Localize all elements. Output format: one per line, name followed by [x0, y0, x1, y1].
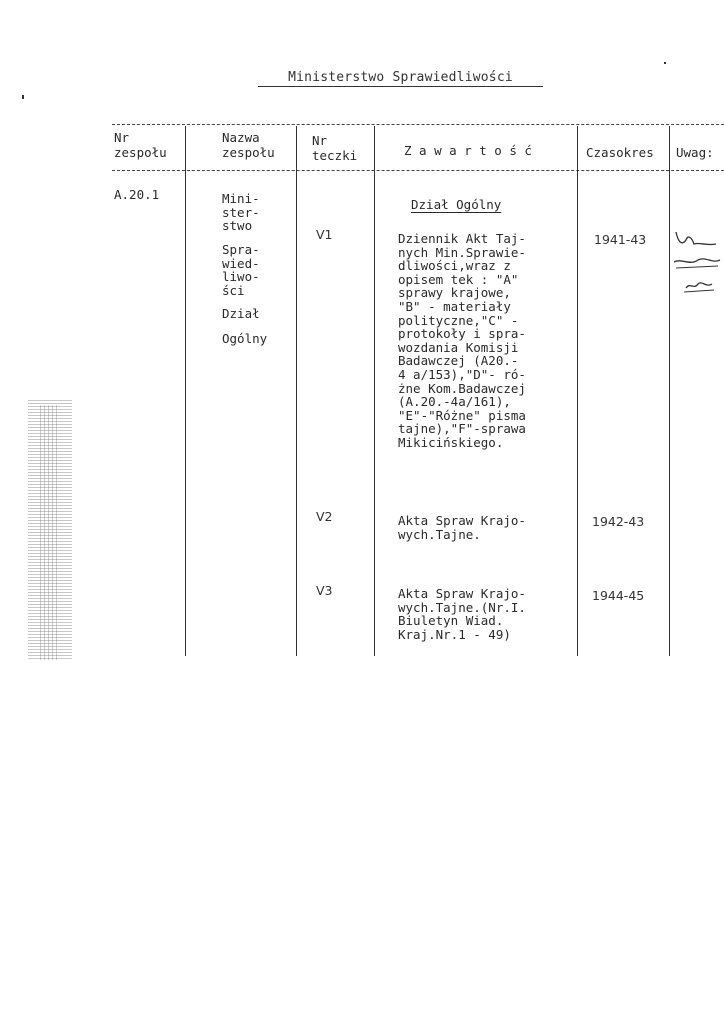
header-czasokres: Czasokres: [586, 145, 654, 160]
scan-speck: [22, 95, 24, 99]
folder-number: V3: [316, 583, 333, 598]
header-uwagi: Uwag:: [676, 145, 714, 160]
column-separator-1: [185, 126, 186, 656]
fond-name: Mini- ster- stwo: [222, 191, 260, 234]
folder-number: V1: [316, 227, 333, 242]
column-separator-3: [374, 126, 375, 656]
row-period: 1941-43: [594, 232, 647, 247]
fond-name-2: Spra- wied- liwo- ści: [222, 242, 260, 298]
header-zawartosc: Z a w a r t o ś ć: [404, 143, 532, 158]
section-title: Dział Ogólny: [411, 197, 502, 212]
row-period: 1942-43: [592, 514, 645, 529]
column-separator-5: [669, 126, 670, 656]
scan-edge-artifact-2: [40, 405, 60, 660]
header-nr-teczki: Nr teczki: [312, 133, 358, 163]
header-nazwa-zespolu: Nazwa zespołu: [222, 130, 275, 160]
table-top-rule: [112, 124, 724, 125]
fond-name-4: Ogólny: [222, 331, 268, 346]
row-period: 1944-45: [592, 588, 645, 603]
header-nr-zespolu: Nr zespołu: [114, 130, 167, 160]
column-separator-2: [296, 126, 297, 656]
scan-speck-2: [664, 62, 666, 64]
folder-number: V2: [316, 509, 333, 524]
column-separator-4: [577, 126, 578, 656]
row-content: Akta Spraw Krajo- wych.Tajne.: [398, 513, 526, 542]
fond-name-3: Dział: [222, 306, 260, 321]
handwritten-remarks: [672, 226, 722, 296]
table-header-bottom-rule: [112, 170, 724, 171]
document-title: Ministerstwo Sprawiedliwości: [258, 70, 543, 87]
row-content: Dziennik Akt Taj- nych Min.Sprawie- dliwości,wraz z opisem tek : "A" sprawy krajowe, "B" - materiały polityczne,"C" - protokoły i spra- wozdania Komisji Badawczej (A20.- 4 a/153),"D"- ró- żne Kom.Badawczej (A.20.-4a/161), "E"-"Różne" pisma tajne),"F"-sprawa Mikicińskiego.: [398, 231, 526, 450]
row-content: Akta Spraw Krajo- wych.Tajne.(Nr.I. Biuletyn Wiad. Kraj.Nr.1 - 49): [398, 586, 526, 642]
fond-number: A.20.1: [114, 187, 160, 202]
